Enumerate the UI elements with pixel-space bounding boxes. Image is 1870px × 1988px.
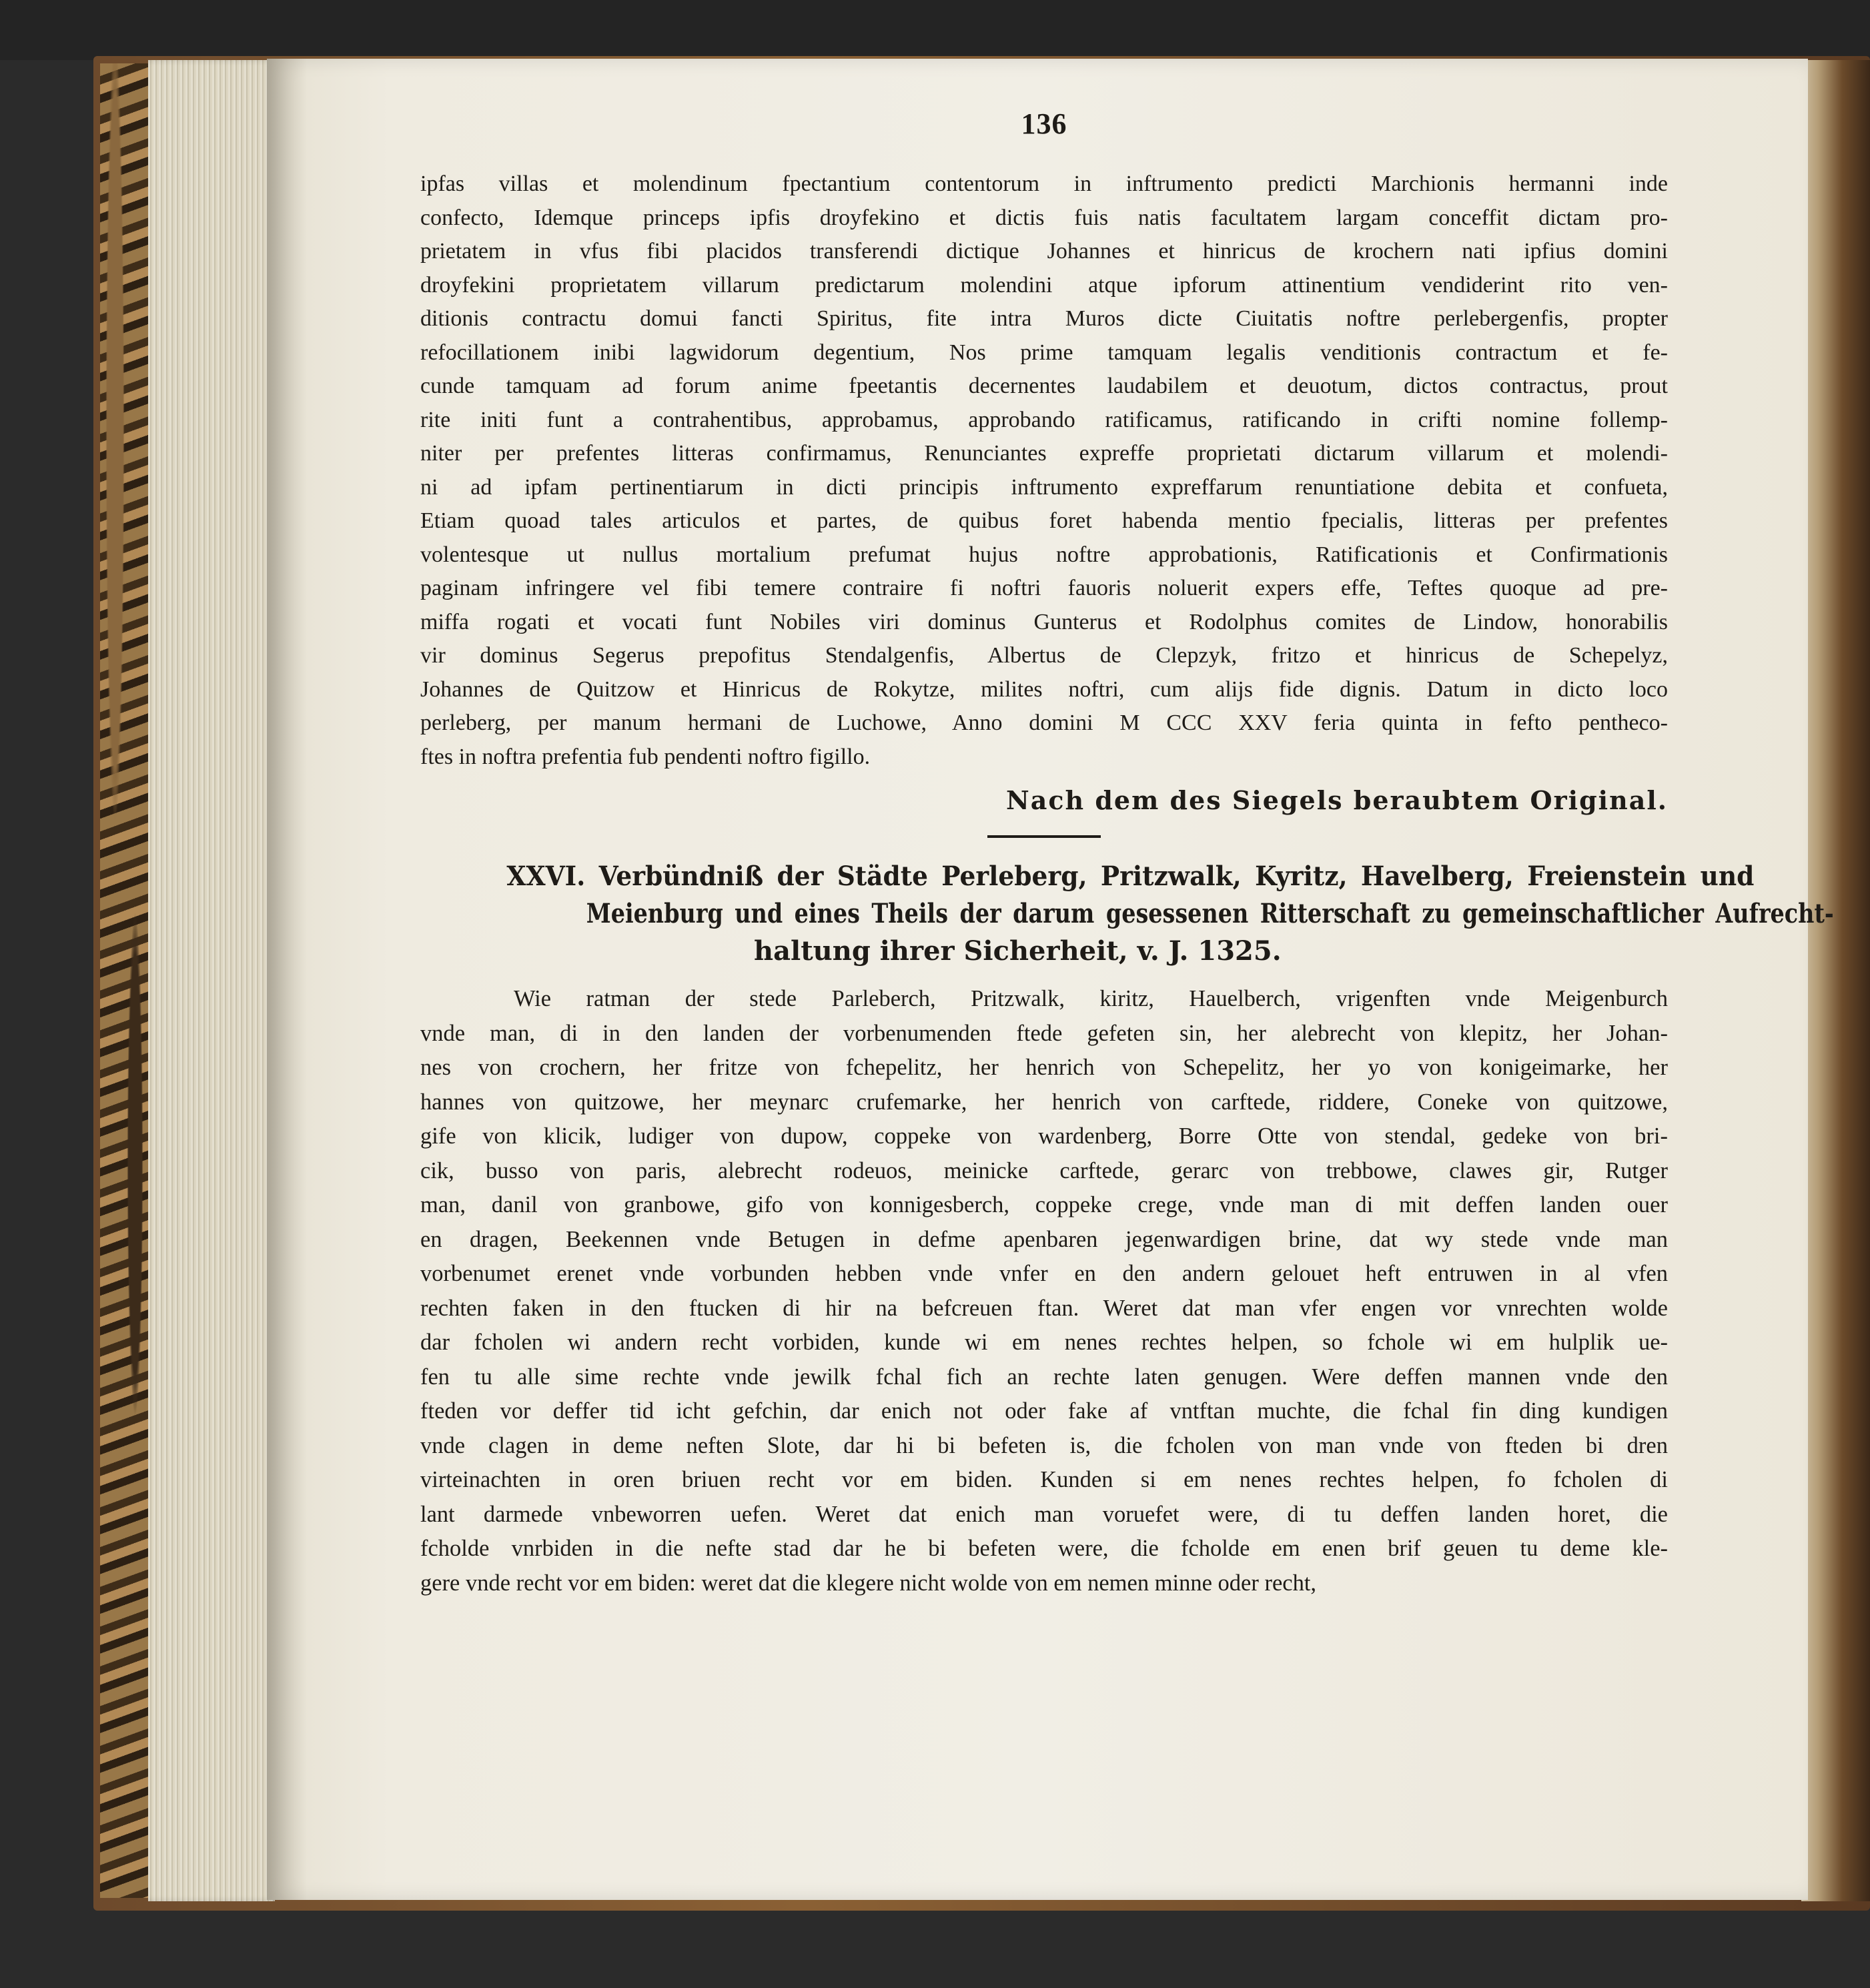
- body-line-9: vorbenumet erenet vnde vorbunden hebben vnde vnfer en den andern gelouet heft entruwen in al vfen: [420, 1261, 1668, 1286]
- body-line-2: vnde man, di in den landen der vorbenumenden ftede gefeten sin, her alebrecht von klepitz, her Johan-: [420, 1020, 1668, 1046]
- body-line-6: cik, busso von paris, alebrecht rodeuos, meinicke carftede, gerarc von trebbowe, clawes gir, Rutger: [420, 1157, 1668, 1183]
- page-number: 136: [1021, 107, 1067, 140]
- marbled-cover-edge: [100, 63, 150, 1898]
- latin-line-18: ftes in noftra prefentia fub pendenti noftro figillo.: [420, 744, 871, 769]
- page-stack-edge: [148, 60, 275, 1901]
- latin-line-17: perleberg, per manum hermani de Luchowe, Anno domini M CCC XXV feria quinta in fefto pentheco-: [420, 710, 1668, 735]
- latin-line-9: niter per prefentes litteras confirmamus, Renunciantes expreffe proprietati dictarum villarum et molendi-: [420, 441, 1668, 466]
- latin-line-11: Etiam quoad tales articulos et partes, de quibus foret habenda mentio fpecialis, litteras per prefentes: [420, 508, 1668, 533]
- attestation-note: Nach dem des Siegels beraubtem Original.: [1006, 785, 1668, 815]
- heading-line-1: XXVI. Verbündniß der Städte Perleberg, Pritzwalk, Kyritz, Havelberg, Freienstein und: [506, 861, 1755, 892]
- body-line-18: gere vnde recht vor em biden: weret dat die klegere nicht wolde von em nemen minne oder recht,: [420, 1570, 1317, 1596]
- body-line-13: fteden vor deffer tid icht gefchin, dar enich not oder fake af vntftan muchte, die fchal fin ding kundigen: [420, 1398, 1668, 1424]
- latin-line-8: rite initi funt a contrahentibus, approbamus, approbando ratificamus, ratificando in crifti nomine follemp-: [420, 407, 1668, 432]
- body-line-4: hannes von quitzowe, her meynarc crufemarke, her henrich von carftede, riddere, Coneke von quitzowe,: [420, 1089, 1668, 1115]
- body-line-12: fen tu alle sime rechte vnde jewilk fchal fich an rechte laten genugen. Were deffen mannen vnde den: [420, 1364, 1668, 1390]
- latin-line-3: prietatem in vfus fibi placidos transferendi dictique Johannes et hinricus de krochern nati ipfius domini: [420, 239, 1668, 264]
- body-line-15: virteinachten in oren briuen recht vor em biden. Kunden si em nenes rechtes helpen, fo fcholen di: [420, 1467, 1668, 1492]
- right-cover-edge: [1801, 60, 1870, 1901]
- body-line-8: en dragen, Beekennen vnde Betugen in defme apenbaren jegenwardigen brine, dat wy stede vnde man: [420, 1226, 1668, 1252]
- latin-line-4: droyfekini proprietatem villarum predictarum molendini atque ipforum attinentium vendiderint rito ven-: [420, 272, 1668, 298]
- body-line-10: rechten faken in den ftucken di hir na befcreuen ftan. Weret dat man vfer engen vor vnrechten wolde: [420, 1295, 1668, 1321]
- heading-line-3: haltung ihrer Sicherheit, v. J. 1325.: [754, 935, 1282, 967]
- latin-line-5: ditionis contractu domui fancti Spiritus, fite intra Muros dicte Ciuitatis noftre perlebergenfis, propter: [420, 306, 1668, 331]
- latin-line-12: volentesque ut nullus mortalium prefumat hujus noftre approbationis, Ratificationis et Confirmationis: [420, 542, 1668, 567]
- latin-line-7: cunde tamquam ad forum anime fpeetantis decernentes laudabilem et deuotum, dictos contractus, prout: [420, 374, 1668, 398]
- scanner-background: [0, 0, 1870, 60]
- latin-line-16: Johannes de Quitzow et Hinricus de Rokytze, milites noftri, cum alijs fide dignis. Datum in dicto loco: [420, 676, 1668, 702]
- section-divider: [987, 835, 1101, 838]
- latin-line-14: miffa rogati et vocati funt Nobiles viri dominus Gunterus et Rodolphus comites de Lindow, honorabilis: [420, 609, 1668, 634]
- page-content: [420, 107, 1834, 1600]
- latin-line-13: paginam infringere vel fibi temere contraire fi noftri fauoris noluerit expers effe, Teftes quoque ad pre-: [420, 576, 1668, 600]
- heading-line-2: Meienburg und eines Theils der darum gesessenen Ritterschaft zu gemeinschaftlicher Aufrecht-: [586, 898, 1834, 929]
- latin-line-10: ni ad ipfam pertinentiarum in dicti principis inftrumento expreffarum renuntiatione debita et confueta,: [420, 474, 1668, 500]
- latin-line-6: refocillationem inibi lagwidorum degentium, Nos prime tamquam legalis venditionis contractum et fe-: [420, 340, 1668, 365]
- body-line-16: lant darmede vnbeworren uefen. Weret dat enich man voruefet were, di tu deffen landen horet, die: [420, 1501, 1668, 1527]
- middle-low-german-text: [420, 982, 1668, 1600]
- body-line-14: vnde clagen in deme neften Slote, dar hi bi befeten is, die fcholen von man vnde von fteden bi dren: [420, 1432, 1668, 1458]
- body-line-11: dar fcholen wi andern recht vorbiden, kunde wi em nenes rechtes helpen, so fchole wi em hulplik ue-: [420, 1330, 1668, 1355]
- section-heading: [420, 858, 1834, 970]
- latin-line-1: ipfas villas et molendinum fpectantium contentorum in inftrumento predicti Marchionis hermanni inde: [420, 171, 1668, 196]
- latin-charter-text: [420, 167, 1668, 774]
- body-line-17: fcholde vnrbiden in die nefte stad dar he bi befeten were, die fcholde em enen brif geuen tu deme kle-: [420, 1536, 1668, 1561]
- latin-line-2: confecto, Idemque princeps ipfis droyfekino et dictis fuis natis facultatem largam conceffit dictam pro-: [420, 205, 1668, 230]
- body-line-7: man, danil von granbowe, gifo von konnigesberch, coppeke crege, vnde man di mit deffen landen ouer: [420, 1192, 1668, 1217]
- body-line-3: nes von crochern, her fritze von fchepelitz, her henrich von Schepelitz, her yo von konigeimarke, her: [420, 1055, 1668, 1080]
- body-line-1: Wie ratman der stede Parleberch, Pritzwalk, kiritz, Hauelberch, vrigenften vnde Meigenburch: [514, 986, 1668, 1011]
- gutter-shadow: [267, 59, 307, 1900]
- latin-line-15: vir dominus Segerus prepofitus Stendalgenfis, Albertus de Clepzyk, fritzo et hinricus de Schepelyz,: [420, 643, 1668, 668]
- body-line-5: gife von klicik, ludiger von dupow, coppeke von wardenberg, Borre Otte von stendal, gedeke von bri-: [420, 1123, 1668, 1149]
